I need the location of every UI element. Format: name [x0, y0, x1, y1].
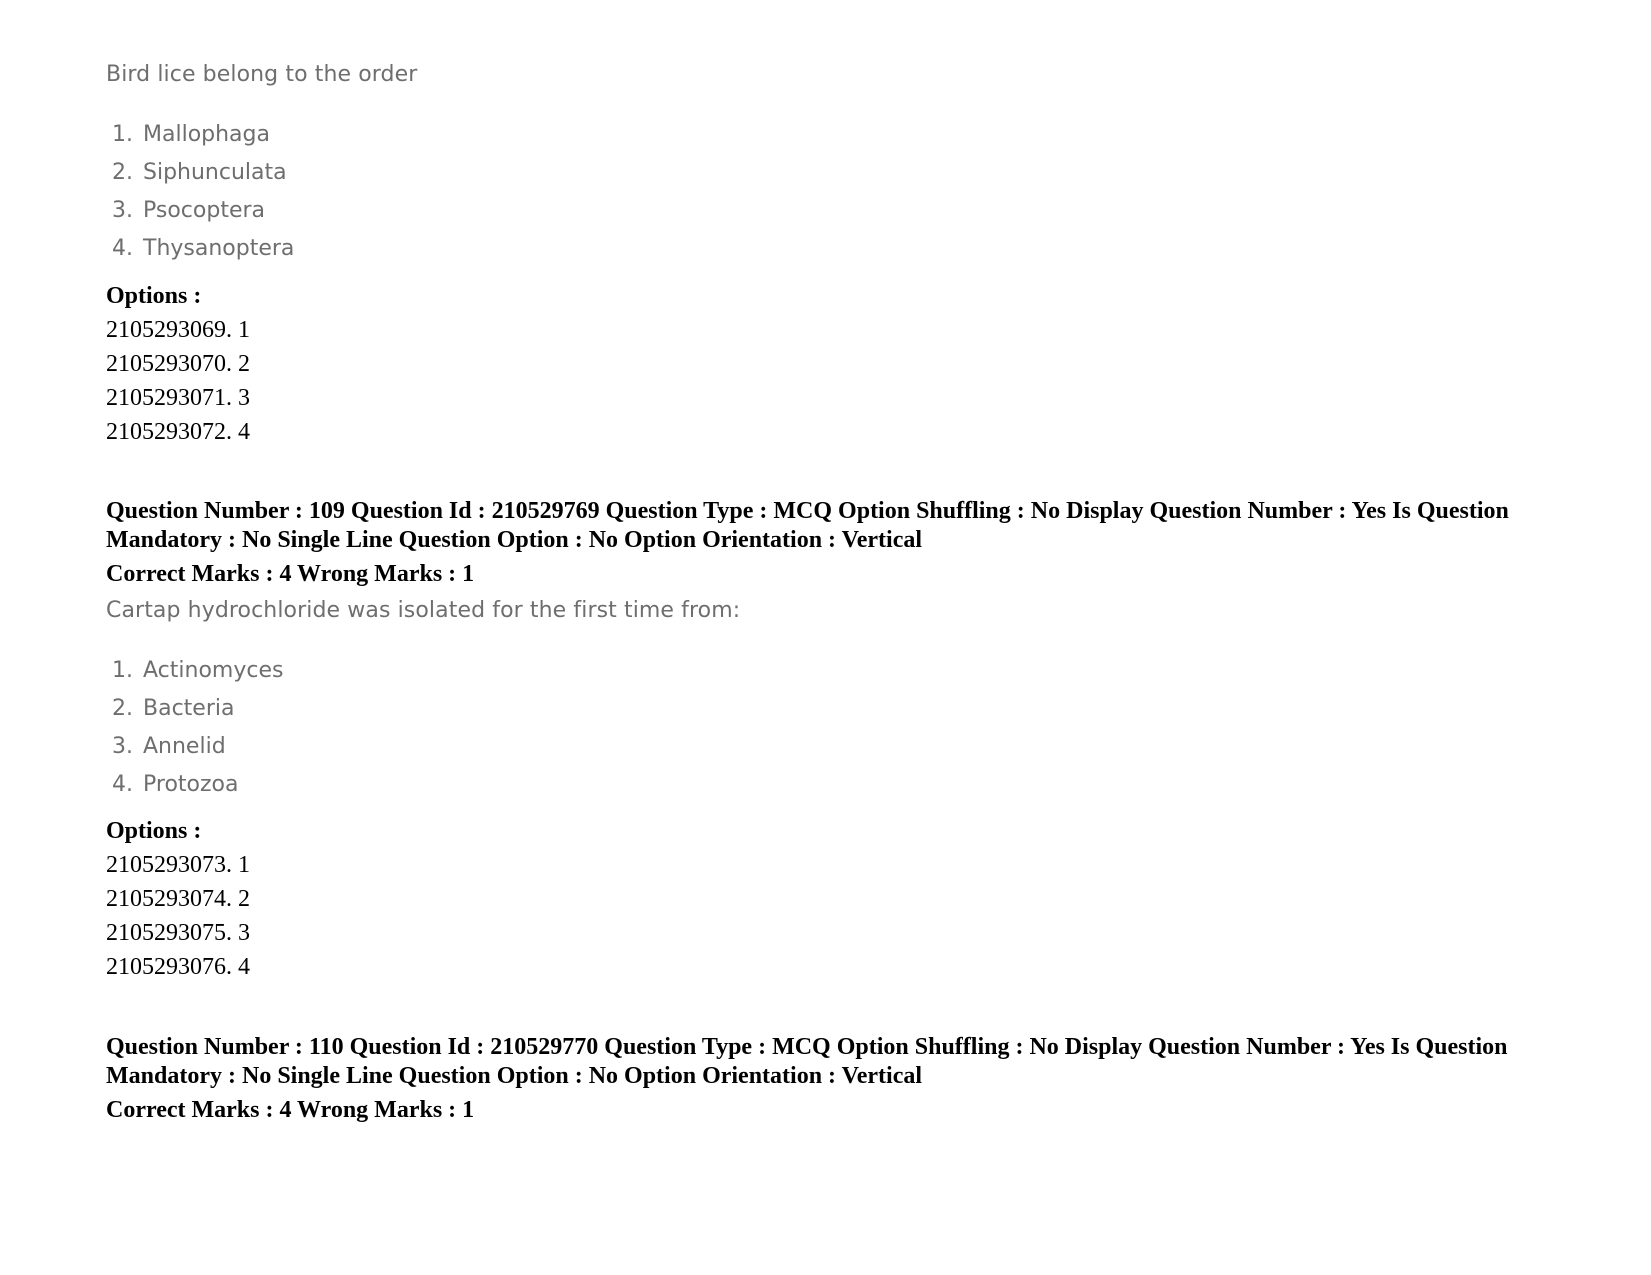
question-meta: Question Number : 110 Question Id : 210529770 Question Type : MCQ Option Shuffling : No Display Question Number : Yes Is Question Mandatory : No Single Line Question Option : No Option Orientation : Vertical: [106, 1034, 1508, 1089]
choice-item: 3. Annelid: [112, 734, 226, 759]
question-text: Bird lice belong to the order: [106, 62, 418, 87]
option-id-row: 2105293069. 1: [106, 317, 250, 343]
choice-item: 4. Thysanoptera: [112, 236, 295, 261]
choice-item: 2. Bacteria: [112, 696, 235, 721]
option-id-row: 2105293070. 2: [106, 351, 250, 377]
choice-item: 1. Actinomyces: [112, 658, 284, 683]
choice-list: [106, 116, 1556, 268]
option-id-row: 2105293074. 2: [106, 886, 250, 912]
question-marks: Correct Marks : 4 Wrong Marks : 1: [106, 561, 475, 587]
choice-item: 1. Mallophaga: [112, 122, 270, 147]
question-marks: Correct Marks : 4 Wrong Marks : 1: [106, 1097, 475, 1123]
option-id-row: 2105293075. 3: [106, 920, 250, 946]
choice-item: 2. Siphunculata: [112, 160, 287, 185]
choice-list: [106, 652, 1556, 804]
options-list: [106, 313, 1556, 449]
options-heading: Options :: [106, 283, 202, 309]
choice-item: 3. Psocoptera: [112, 198, 266, 223]
options-heading: Options :: [106, 818, 202, 844]
option-id-row: 2105293073. 1: [106, 852, 250, 878]
question-text: Cartap hydrochloride was isolated for the first time from:: [106, 598, 741, 623]
options-list: [106, 848, 1556, 984]
option-id-row: 2105293071. 3: [106, 385, 250, 411]
choice-item: 4. Protozoa: [112, 772, 239, 797]
option-id-row: 2105293072. 4: [106, 419, 250, 445]
option-id-row: 2105293076. 4: [106, 954, 250, 980]
question-meta: Question Number : 109 Question Id : 210529769 Question Type : MCQ Option Shuffling : No Display Question Number : Yes Is Question Mandatory : No Single Line Question Option : No Option Orientation : Vertical: [106, 498, 1509, 553]
